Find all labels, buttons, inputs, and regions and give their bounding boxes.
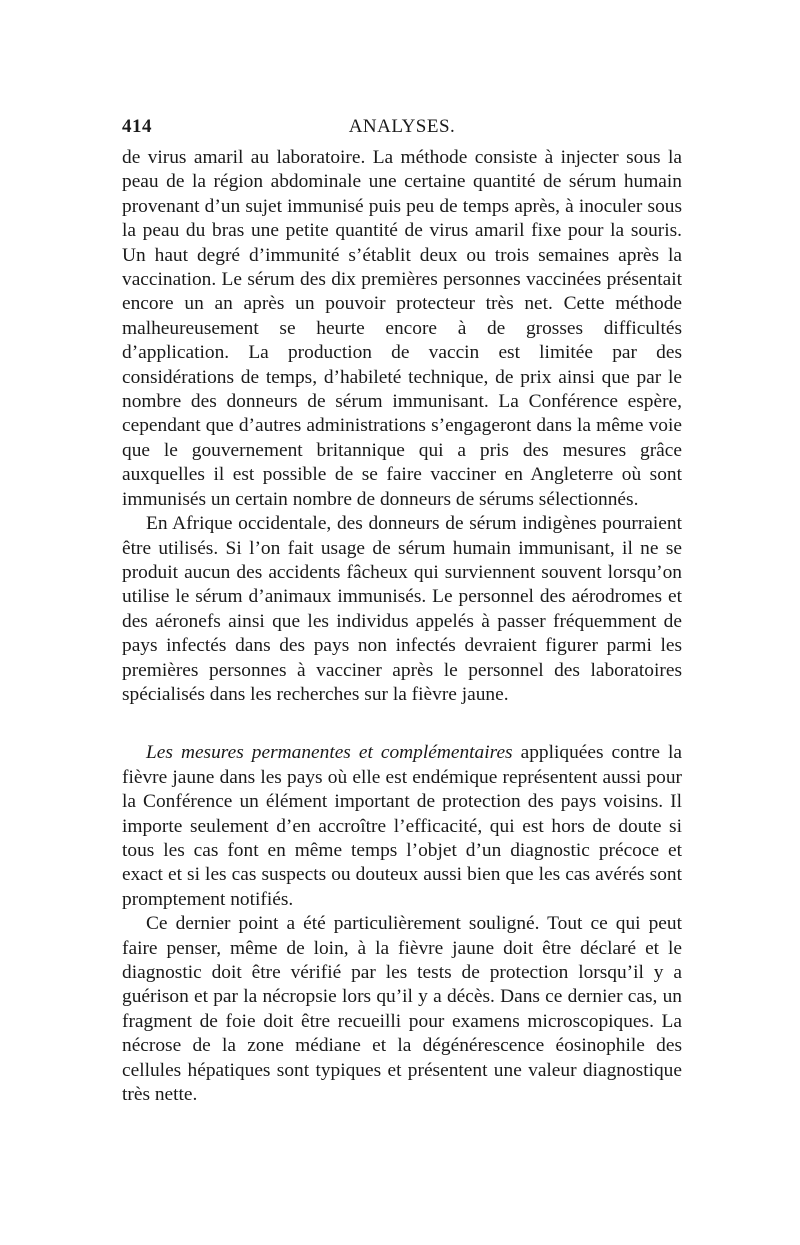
italic-lead-phrase: Les mesures permanentes et complémentaires bbox=[146, 742, 513, 764]
paragraph-continued: de virus amaril au laboratoire. La méthode consiste à injecter sous la peau de la région abdominale une certaine quantité de sérum humain provenant d’un sujet immunisé puis peu de temps après, à inoculer sous la peau du bras une petite quantité de virus amaril fixe pour la souris. Un haut degré d’immunité s’établit deux ou trois semaines après la vaccination. Le sérum des dix premières personnes vaccinées présentait encore un an après un pouvoir protecteur très net. Cette méthode malheureusement se heurte encore à de grosses difficultés d’application. La production de vaccin est limitée par des considérations de temps, d’habileté technique, de prix ainsi que par le nombre des donneurs de sérum immunisant. La Conférence espère, cependant que d’autres administrations s’engageront dans la même voie que le gouvernement britannique qui a pris des mesures grâce auxquelles il est possible de se faire vacciner en Angleterre où sont immunisés un certain nombre de donneurs de sérums sélectionnés. bbox=[122, 147, 682, 510]
paragraph-permanent-measures-text: appliquées contre la fièvre jaune dans les pays où elle est endémique représentent aussi pour la Conférence un élément important de protection des pays voisins. Il importe seulement d’en accroître l’efficacité, qui est hors de doute si tous les cas font en même temps l’objet d’un diagnostic précoce et exact et si les cas suspects ou douteux aussi bien que les cas avérés sont promptement notifiés. bbox=[122, 742, 682, 910]
paragraph-diagnosis: Ce dernier point a été particulièrement souligné. Tout ce qui peut faire penser, même de loin, à la fièvre jaune doit être déclaré et le diagnostic doit être vérifié par les tests de protection lorsqu’il y a guérison et par la nécropsie lors qu’il y a décès. Dans ce dernier cas, un fragment de foie doit être recueilli pour examens microscopiques. La nécrose de la zone médiane et la dégénérescence éosinophile des cellules hépatiques sont typiques et présentent une valeur diagnostique très nette. bbox=[122, 913, 682, 1106]
running-head bbox=[122, 116, 682, 146]
page-number: 414 bbox=[122, 116, 152, 137]
paragraph-permanent-measures bbox=[122, 741, 682, 912]
running-title: ANALYSES. bbox=[348, 116, 456, 137]
book-page bbox=[122, 116, 682, 1107]
paragraph-west-africa: En Afrique occidentale, des donneurs de sérum indigènes pourraient être utilisés. Si l’on fait usage de sérum humain immunisant, il ne se produit aucun des accidents fâcheux qui surviennent souvent lorsqu’on utilise le sérum d’animaux immunisés. Le personnel des aérodromes et des aéronefs ainsi que les individus appelés à passer fréquemment de pays infectés dans des pays non infectés devraient figurer parmi les premières personnes à vacciner après le personnel des laboratoires spécialisés dans les recherches sur la fièvre jaune. bbox=[122, 513, 682, 705]
body-text bbox=[122, 146, 682, 1107]
section-spacer bbox=[122, 707, 682, 741]
